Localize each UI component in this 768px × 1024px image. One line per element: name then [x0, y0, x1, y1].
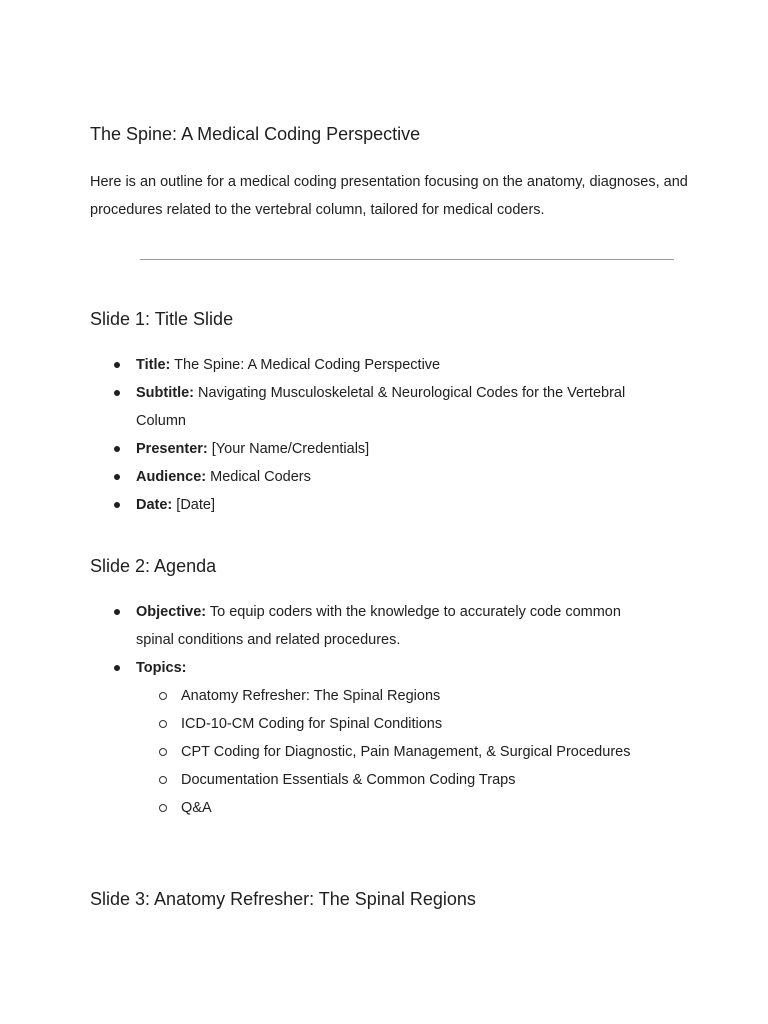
item-label: Title: [136, 357, 171, 373]
topic-text: Q&A [181, 800, 212, 816]
item-text: To equip coders with the knowledge to accurately code common spinal conditions and related procedures. [136, 604, 621, 648]
item-label: Subtitle: [136, 385, 194, 401]
list-item [90, 598, 660, 654]
slide-1-heading: Slide 1: Title Slide [90, 309, 234, 329]
bullet-icon [114, 390, 120, 396]
intro-paragraph: Here is an outline for a medical coding presentation focusing on the anatomy, diagnoses, and procedures related to the vertebral column, tailored for medical coders. [90, 174, 688, 218]
bullet-icon [114, 446, 120, 452]
list-item [90, 654, 660, 822]
list-item [136, 794, 660, 822]
list-item [90, 435, 660, 463]
item-label: Presenter: [136, 441, 208, 457]
list-item [90, 463, 660, 491]
list-item [90, 351, 660, 379]
topics-sublist [136, 682, 660, 822]
document-title: The Spine: A Medical Coding Perspective [90, 124, 421, 144]
bullet-icon [114, 609, 120, 615]
item-label: Date: [136, 497, 173, 513]
hollow-bullet-icon [159, 692, 167, 700]
bullet-icon [114, 502, 120, 508]
bullet-icon [114, 474, 120, 480]
item-text: [Your Name/Credentials] [207, 441, 370, 457]
hollow-bullet-icon [159, 804, 167, 812]
horizontal-divider [140, 259, 674, 260]
bullet-icon [114, 362, 120, 368]
list-item [136, 682, 660, 710]
slide-2-bullet-list [90, 598, 660, 822]
list-item [90, 491, 660, 519]
topic-text: ICD-10-CM Coding for Spinal Conditions [181, 716, 443, 732]
slide-2-heading: Slide 2: Agenda [90, 556, 217, 576]
topic-text: Documentation Essentials & Common Coding Traps [181, 772, 516, 788]
item-label: Objective: [136, 604, 207, 620]
slide-1-bullet-list [90, 351, 660, 519]
topic-text: Anatomy Refresher: The Spinal Regions [181, 688, 441, 704]
topic-text: CPT Coding for Diagnostic, Pain Management, & Surgical Procedures [181, 744, 631, 760]
list-item [90, 379, 660, 435]
bullet-icon [114, 665, 120, 671]
item-text: Navigating Musculoskeletal & Neurological Codes for the Vertebral Column [136, 385, 626, 429]
list-item [136, 738, 660, 766]
hollow-bullet-icon [159, 720, 167, 728]
hollow-bullet-icon [159, 776, 167, 784]
item-label: Topics: [136, 660, 187, 676]
item-text: The Spine: A Medical Coding Perspective [170, 357, 441, 373]
list-item [136, 766, 660, 794]
list-item [136, 710, 660, 738]
item-label: Audience: [136, 469, 207, 485]
item-text: [Date] [172, 497, 215, 513]
slide-3-heading: Slide 3: Anatomy Refresher: The Spinal Regions [90, 889, 476, 909]
hollow-bullet-icon [159, 748, 167, 756]
item-text: Medical Coders [206, 469, 311, 485]
